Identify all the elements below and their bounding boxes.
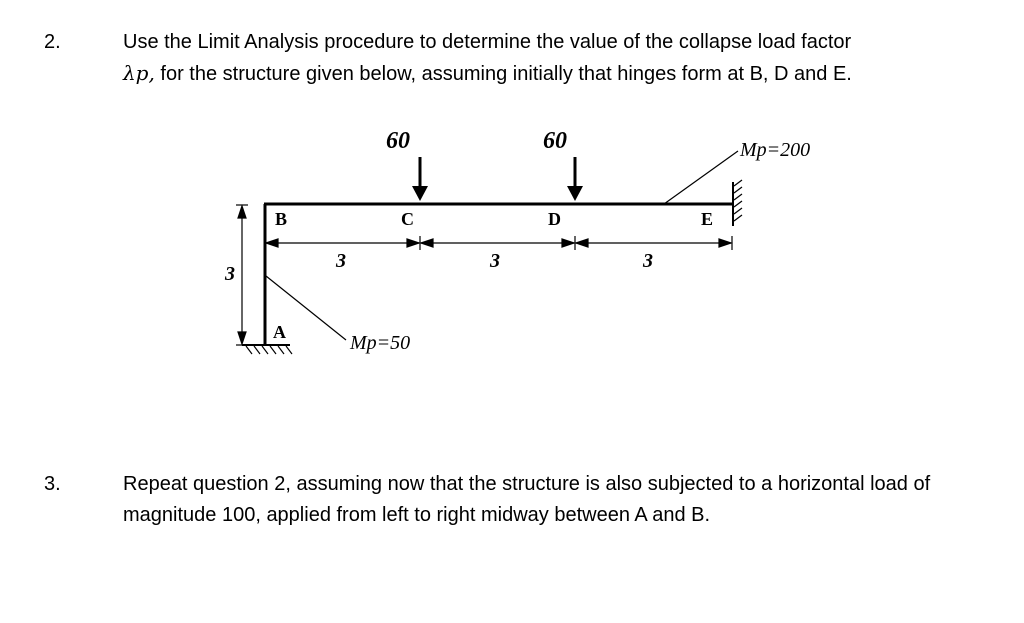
node-label-a: A xyxy=(273,322,286,342)
column-height-label: 3 xyxy=(225,263,235,285)
dimension-column-height xyxy=(236,205,248,345)
lambda-p-symbol: λp, xyxy=(123,61,155,85)
fixed-support-a xyxy=(242,345,292,354)
node-label-e: E xyxy=(701,209,714,229)
dimension-cd xyxy=(421,239,574,247)
load-arrow-c xyxy=(412,157,428,201)
span-label-bc: 3 xyxy=(336,250,346,272)
question-2-line-2-text: for the structure given below, assuming initially that hinges form at B, D and E. xyxy=(154,63,852,85)
question-3-text: Repeat question 2, assuming now that the structure is also subjected to a horizontal load of magnitude 100, applied from left to right midway between A and B. xyxy=(123,473,931,526)
fixed-support-e xyxy=(733,180,742,226)
question-2-line-1: Use the Limit Analysis procedure to determine the value of the collapse load factor xyxy=(123,31,852,53)
dimension-bc xyxy=(266,239,419,247)
node-label-c: C xyxy=(401,209,414,229)
question-2-number: 2. xyxy=(44,31,61,53)
node-label-b: B xyxy=(275,209,288,229)
dimension-de xyxy=(576,239,731,247)
mp-beam-label: Mp=200 xyxy=(740,139,811,161)
node-label-d: D xyxy=(548,209,561,229)
mp-beam-leader xyxy=(664,151,738,204)
question-3-number: 3. xyxy=(44,473,61,495)
load-arrow-d xyxy=(567,157,583,201)
mp-column-label: Mp=50 xyxy=(350,332,411,354)
span-label-de: 3 xyxy=(643,250,653,272)
span-label-cd: 3 xyxy=(490,250,500,272)
load-label-d: 60 xyxy=(543,128,567,154)
load-label-c: 60 xyxy=(386,128,410,154)
